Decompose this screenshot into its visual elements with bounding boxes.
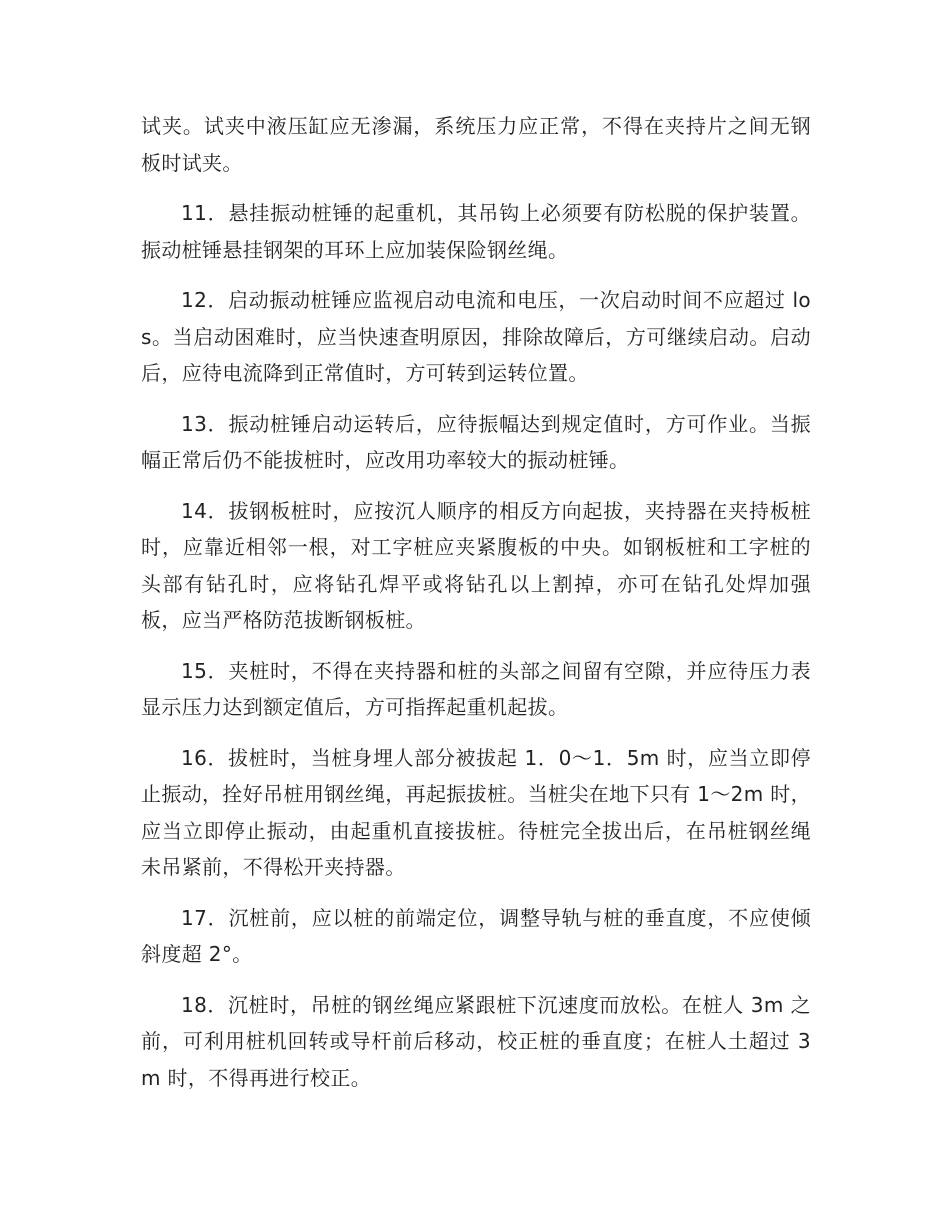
paragraph-item-11: 11．悬挂振动桩锤的起重机，其吊钩上必须要有防松脱的保护装置。振动桩锤悬挂钢架的耳环上应加装保险钢丝绳。	[141, 201, 811, 262]
paragraph-item-15: 15．夹桩时，不得在夹持器和桩的头部之间留有空隙，并应待压力表显示压力达到额定值后，方可指挥起重机起拔。	[141, 658, 811, 719]
paragraph-continuation: 试夹。试夹中液压缸应无渗漏，系统压力应正常，不得在夹持片之间无钢板时试夹。	[141, 114, 811, 175]
paragraph-item-12: 12．启动振动桩锤应监视启动电流和电压，一次启动时间不应超过 los。当启动困难时，应当快速查明原因，排除故障后，方可继续启动。启动后，应待电流降到正常值时，方可转到运转位置。	[141, 288, 811, 385]
paragraph-item-13: 13．振动桩锤启动运转后，应待振幅达到规定值时，方可作业。当振幅正常后仍不能拔桩时，应改用功率较大的振动桩锤。	[141, 411, 811, 472]
paragraph-item-18: 18．沉桩时，吊桩的钢丝绳应紧跟桩下沉速度而放松。在桩人 3m 之前，可利用桩机回转或导杆前后移动，校正桩的垂直度；在桩人土超过 3m 时，不得再进行校正。	[141, 992, 811, 1090]
paragraph-item-16: 16．拔桩时，当桩身埋人部分被拔起 1．0～1．5m 时，应当立即停止振动，拴好吊桩用钢丝绳，再起振拔桩。当桩尖在地下只有 1～2m 时，应当立即停止振动，由起重机直接拔桩。待桩完全拔出后，在吊桩钢丝绳未吊紧前，不得松开夹持器。	[141, 745, 811, 879]
paragraph-item-17: 17．沉桩前，应以桩的前端定位，调整导轨与桩的垂直度，不应使倾斜度超 2°。	[141, 905, 811, 966]
paragraph-item-14: 14．拔钢板桩时，应按沉人顺序的相反方向起拔，夹持器在夹持板桩时，应靠近相邻一根，对工字桩应夹紧腹板的中央。如钢板桩和工字桩的头部有钻孔时，应将钻孔焊平或将钻孔以上割掉，亦可在钻孔处焊加强板，应当严格防范拔断钢板桩。	[141, 498, 811, 632]
document-body	[141, 108, 811, 1110]
